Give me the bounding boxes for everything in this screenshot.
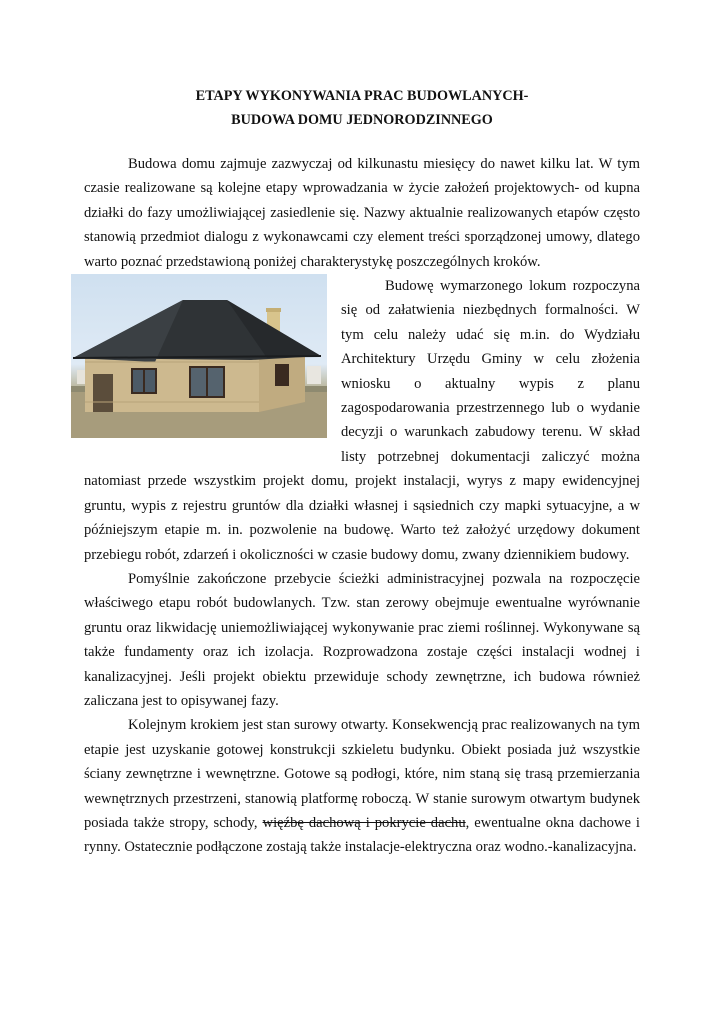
window <box>275 364 289 386</box>
house-illustration <box>71 274 327 438</box>
paragraph-text: , ewentualne okna dachowe i rynny. Ostatecznie podłączone zostają także instalacje-elektryczna oraz wodno.-kanalizacyjna. <box>84 814 640 856</box>
door-opening <box>93 374 113 412</box>
title-line-2: BUDOWA DOMU JEDNORODZINNEGO <box>231 112 493 128</box>
paragraph-stan-surowy <box>84 713 640 859</box>
house-photo <box>71 274 327 438</box>
title-line-1: ETAPY WYKONYWANIA PRAC BUDOWLANYCH- <box>195 88 529 104</box>
struck-text: więźbę dachową i pokrycie dachu <box>262 814 466 831</box>
paragraph-stan-zerowy: Pomyślnie zakończone przebycie ścieżki administracyjnej pozwala na rozpoczęcie właściwego etapu robót budowlanych. Tzw. stan zerowy obejmuje ewentualne wyrównanie gruntu oraz likwidację uniemożliwiającej wykonywanie prac ziemi roślinnej. Wykonywane są także fundamenty oraz ich izolacja. Rozprowadzona zostaje części instalacji wodnej i kanalizacyjnej. Jeśli projekt obiektu przewiduje schody zewnętrzne, ich budowa również zaliczana jest to opisywanej fazy. <box>84 570 640 709</box>
paragraph-text: Kolejnym krokiem jest stan surowy otwarty. Konsekwencją prac realizowanych na tym etapie jest uzyskanie gotowej konstrukcji szkieletu budynku. Obiekt posiada już wszystkie ściany zewnętrzne i wewnętrzne. Gotowe są podłogi, które, nim staną się trasą przemierzania wewnętrznych przestrzeni, stanowią platformę roboczą. W stanie surowym otwartym budynek posiada także stropy, schody, <box>84 717 640 831</box>
paragraph-intro: Budowa domu zajmuje zazwyczaj od kilkunastu miesięcy do nawet kilku lat. W tym czasie realizowane są kolejne etapy wprowadzania w życie założeń projektowych- od kupna działki do fazy umożliwiającej zasiedlenie się. Nazwy aktualnie realizowanych etapów często stanowią przedmiot dialogu z wykonawcami czy element treści sporządzonej umowy, dlatego warto poznać przedstawioną poniżej charakterystykę poszczególnych kroków. <box>84 156 640 270</box>
document-page <box>84 84 640 860</box>
paragraph-formalities: Budowę wymarzonego lokum rozpoczyna się od załatwienia niezbędnych formalności. W tym celu należy udać się m.in. do Wydziału Architektury Urzędu Gminy w celu złożenia wniosku o aktualny wypis z planu zagospodarowania przestrzennego lub o wydanie decyzji o warunkach zabudowy terenu. W skład listy potrzebnej dokumentacji zaliczyć można natomiast przede wszystkim projekt domu, projekt instalacji, wyrys z mapy ewidencyjnej gruntu, wypis z rejestru gruntów dla działki własnej i sąsiednich czy mapki sytuacyjne, a w późniejszym etapie m. in. pozwolenie na budowę. Warto też założyć urzędowy dokument przebiegu robót, zdarzeń i okoliczności w czasie budowy domu, zwany dziennikiem budowy. <box>84 278 640 563</box>
